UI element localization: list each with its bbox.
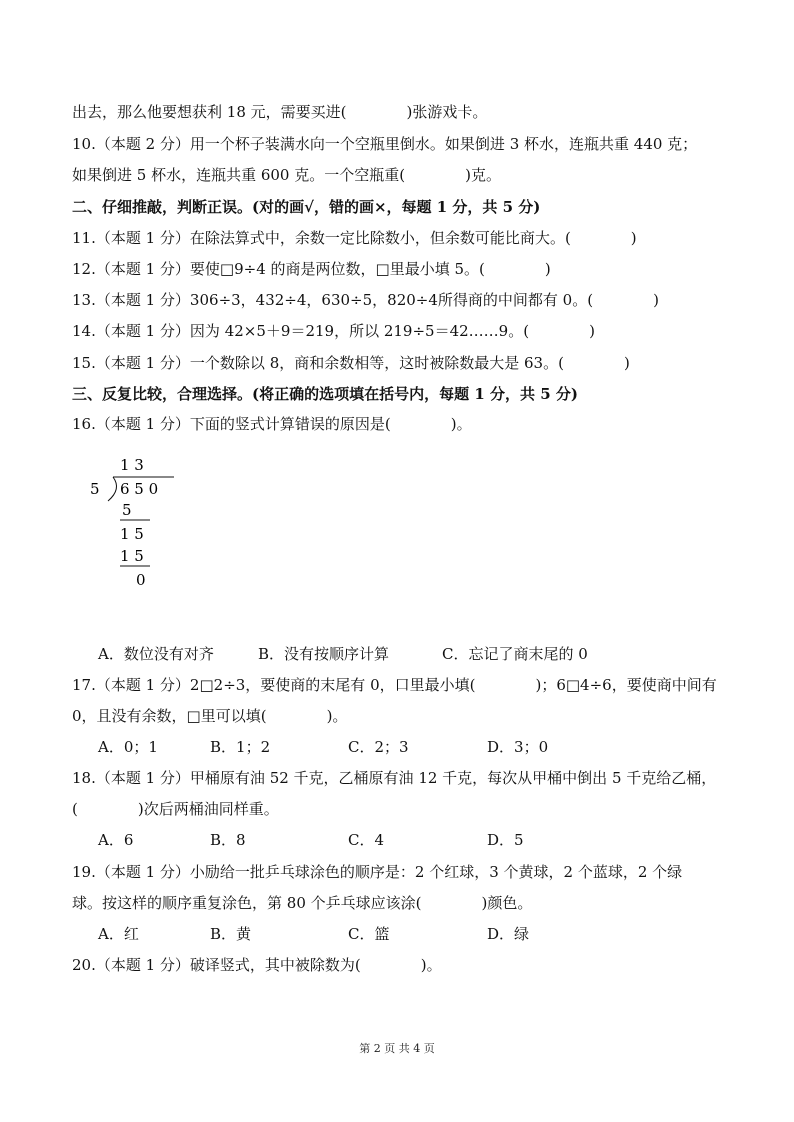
q12: 12.（本题 1 分）要使□9÷4 的商是两位数，□里最小填 5。( ) xyxy=(72,260,551,278)
division-bracket xyxy=(108,477,117,501)
q16-option-a[interactable]: A．数位没有对齐 xyxy=(98,645,214,663)
q20: 20.（本题 1 分）破译竖式，其中被除数为( )。 xyxy=(72,956,442,974)
q16-option-b[interactable]: B．没有按顺序计算 xyxy=(258,645,390,663)
section-3-heading: 三、反复比较，合理选择。(将正确的选项填在括号内，每题 1 分，共 5 分) xyxy=(72,385,578,403)
q17-option-c[interactable]: C．2；3 xyxy=(348,738,409,756)
section-2-heading: 二、仔细推敲，判断正误。(对的画√，错的画×，每题 1 分，共 5 分) xyxy=(72,198,541,216)
q19-line2: 球。按这样的顺序重复涂色，第 80 个乒乓球应该涂( )颜色。 xyxy=(72,894,533,912)
page-footer: 第 2 页 共 4 页 xyxy=(359,1042,435,1055)
division-quotient: 1 3 xyxy=(120,456,144,474)
q17-option-d[interactable]: D．3；0 xyxy=(487,738,549,756)
q17-option-a[interactable]: A．0；1 xyxy=(98,738,158,756)
q18-option-b[interactable]: B．8 xyxy=(210,831,246,849)
division-dividend: 6 5 0 xyxy=(120,480,159,498)
q10-line1: 10.（本题 2 分）用一个杯子装满水向一个空瓶里倒水。如果倒进 3 杯水，连瓶共重 440 克； xyxy=(72,135,698,153)
q19-line1: 19.（本题 1 分）小励给一批乒乓球涂色的顺序是：2 个红球，3 个黄球，2 个蓝球，2 个绿 xyxy=(72,863,683,881)
q16: 16.（本题 1 分）下面的竖式计算错误的原因是( )。 xyxy=(72,415,472,433)
division-divisor: 5 xyxy=(90,480,100,498)
q19-option-a[interactable]: A．红 xyxy=(98,925,139,943)
q10-line2: 如果倒进 5 杯水，连瓶共重 600 克。一个空瓶重( )克。 xyxy=(72,166,501,184)
q18-option-c[interactable]: C．4 xyxy=(348,831,385,849)
division-step2: 1 5 xyxy=(120,525,144,543)
q19-option-d[interactable]: D．绿 xyxy=(487,925,530,943)
q16-option-c[interactable]: C．忘记了商末尾的 0 xyxy=(442,645,588,663)
q9-continuation: 出去，那么他要想获利 18 元，需要买进( )张游戏卡。 xyxy=(72,103,488,121)
q15: 15.（本题 1 分）一个数除以 8，商和余数相等，这时被除数最大是 63。( ) xyxy=(72,354,630,372)
division-remainder: 0 xyxy=(136,571,146,589)
q17-line1: 17.（本题 1 分）2□2÷3，要使商的末尾有 0，口里最小填( )；6□4÷6，要使商中间有 xyxy=(72,676,717,694)
q18-option-a[interactable]: A．6 xyxy=(98,831,134,849)
q18-option-d[interactable]: D．5 xyxy=(487,831,524,849)
q18-line2: ( )次后两桶油同样重。 xyxy=(72,800,279,818)
q17-option-b[interactable]: B．1；2 xyxy=(210,738,271,756)
q11: 11.（本题 1 分）在除法算式中，余数一定比除数小，但余数可能比商大。( ) xyxy=(72,229,637,247)
q19-option-c[interactable]: C．篮 xyxy=(348,925,390,943)
division-step1: 5 xyxy=(122,501,132,519)
q18-line1: 18.（本题 1 分）甲桶原有油 52 千克，乙桶原有油 12 千克，每次从甲桶中倒出 5 千克给乙桶， xyxy=(72,769,717,787)
q14: 14.（本题 1 分）因为 42×5＋9＝219，所以 219÷5＝42……9。( ) xyxy=(72,322,595,340)
q17-line2: 0，且没有余数，□里可以填( )。 xyxy=(72,707,348,725)
division-step3: 1 5 xyxy=(120,547,144,565)
q13: 13.（本题 1 分）306÷3，432÷4，630÷5，820÷4所得商的中间都有 0。( ) xyxy=(72,291,659,309)
q19-option-b[interactable]: B．黄 xyxy=(210,925,252,943)
